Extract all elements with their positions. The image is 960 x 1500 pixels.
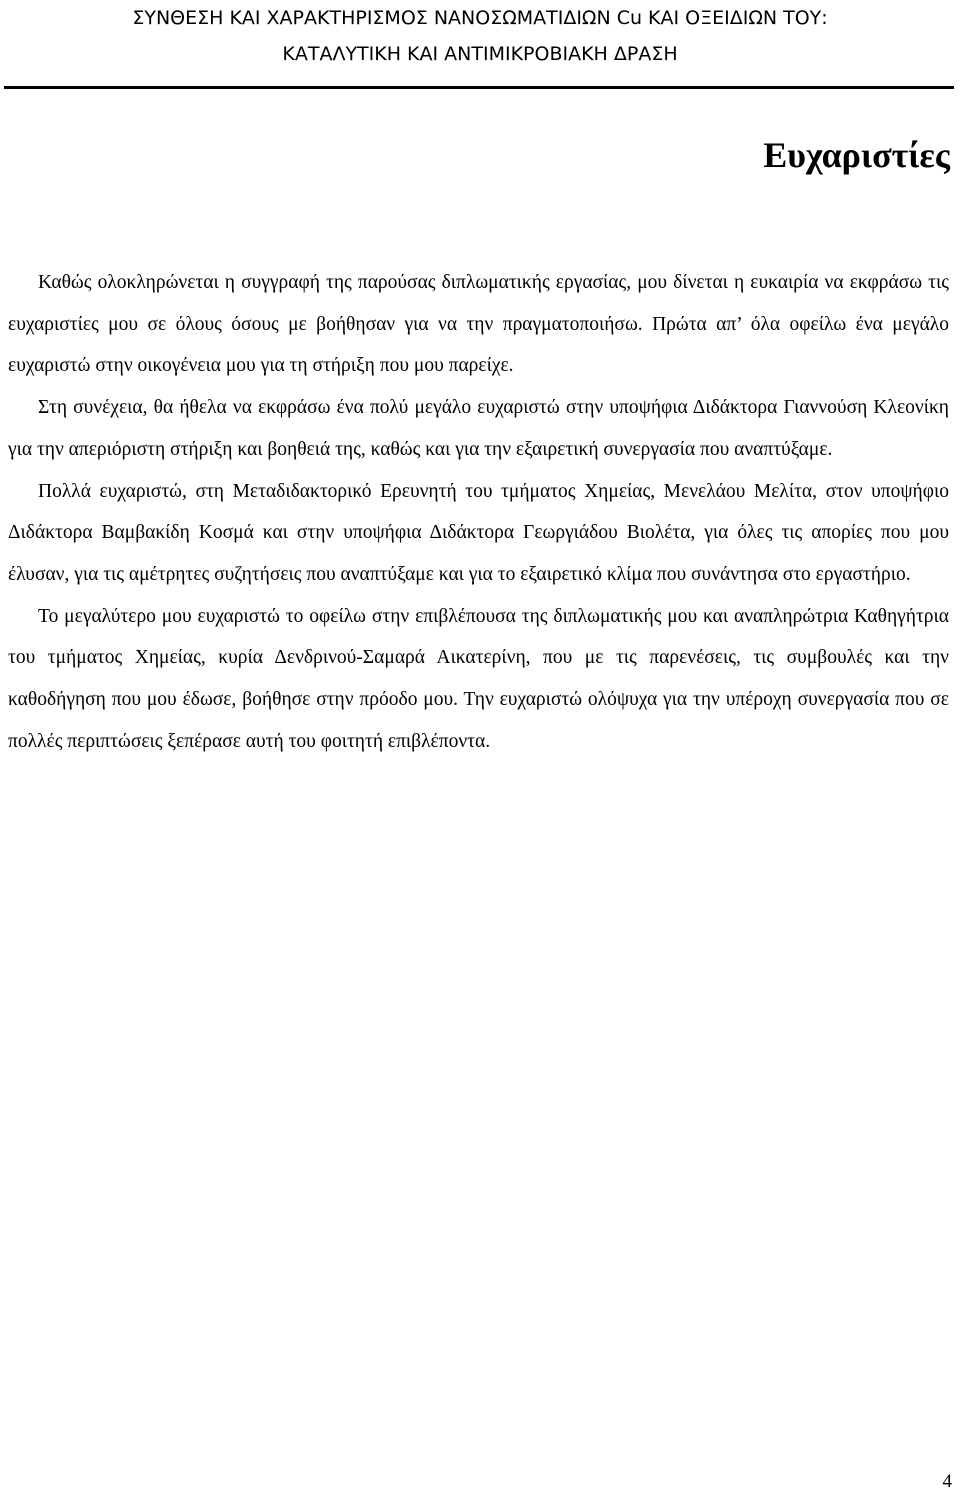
paragraph-1: Καθώς ολοκληρώνεται η συγγραφή της παρούσας διπλωματικής εργασίας, μου δίνεται η ευκαιρία να εκφράσω τις ευχαριστίες μου σε όλους όσους με βοήθησαν για να την πραγματοποιήσω. Πρώτα απ’ όλα οφείλω ένα μεγάλο ευχαριστώ στην οικογένεια μου για τη στήριξη που μου παρείχε.	[8, 272, 949, 377]
running-header-line-2: ΚΑΤΑΛΥΤΙΚΗ ΚΑΙ ΑΝΤΙΜΙΚΡΟΒΙΑΚΗ ΔΡΑΣΗ	[282, 43, 678, 65]
header-divider	[4, 86, 954, 89]
running-header-line-1: ΣΥΝΘΕΣΗ ΚΑΙ ΧΑΡΑΚΤΗΡΙΣΜΟΣ ΝΑΝΟΣΩΜΑΤΙΔΙΩΝ Cu ΚΑΙ ΟΞΕΙΔΙΩΝ ΤΟΥ:	[132, 7, 828, 29]
paragraph-4: Το μεγαλύτερο μου ευχαριστώ το οφείλω στην επιβλέπουσα της διπλωματικής μου και αναπληρώτρια Καθηγήτρια του τμήματος Χημείας, κυρία Δενδρινού-Σαμαρά Αικατερίνη, που με τις παρενέσεις, τις συμβουλές και την καθοδήγηση που μου έδωσε, βοήθησε στην πρόοδο μου. Την ευχαριστώ ολόψυχα για την υπέροχη συνεργασία που σε πολλές περιπτώσεις ξεπέρασε αυτή του φοιτητή επιβλέποντα.	[8, 605, 949, 752]
paragraph-3: Πολλά ευχαριστώ, στη Μεταδιδακτορικό Ερευνητή του τμήματος Χημείας, Μενελάου Μελίτα, στον υποψήφιο Διδάκτορα Βαμβακίδη Κοσμά και στην υποψήφια Διδάκτορα Γεωργιάδου Βιολέτα, για όλες τις απορίες που μου έλυσαν, για τις αμέτρητες συζητήσεις που αναπτύξαμε και για το εξαιρετικό κλίμα που συνάντησα στο εργαστήριο.	[8, 480, 949, 585]
section-title: Ευχαριστίες	[763, 135, 950, 175]
running-header	[0, 0, 960, 92]
paragraph-2: Στη συνέχεια, θα ήθελα να εκφράσω ένα πολύ μεγάλο ευχαριστώ στην υποψήφια Διδάκτορα Γιαννούση Κλεονίκη για την απεριόριστη στήριξη και βοηθειά της, καθώς και για την εξαιρετική συνεργασία που αναπτύξαμε.	[8, 397, 949, 460]
acknowledgements-body	[8, 262, 949, 762]
page-number: 4	[942, 1471, 952, 1492]
